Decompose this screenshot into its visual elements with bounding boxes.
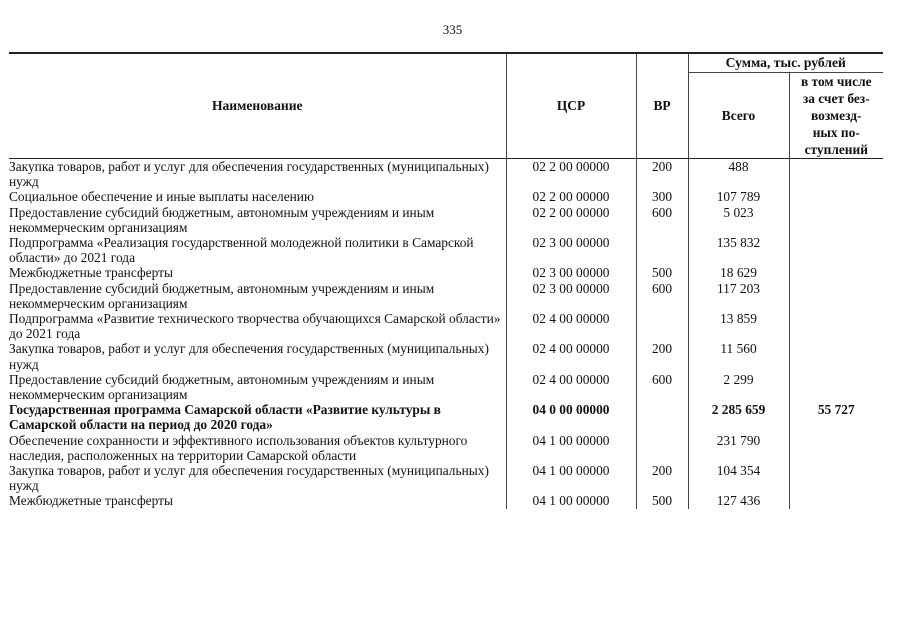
grant-line: возмезд- bbox=[811, 108, 862, 123]
grant-line: ных по- bbox=[812, 125, 860, 140]
row-csr: 04 1 00 00000 bbox=[506, 433, 636, 463]
table-header bbox=[9, 53, 883, 159]
row-name: Предоставление субсидий бюджетным, автономным учреждениям и иным некоммерческим организациям bbox=[9, 205, 506, 235]
row-vr: 200 bbox=[636, 341, 688, 371]
row-csr: 02 2 00 00000 bbox=[506, 189, 636, 204]
table-row bbox=[9, 433, 883, 463]
column-header-sum: Сумма, тыс. рублей bbox=[688, 53, 883, 73]
row-grant bbox=[789, 311, 883, 341]
row-vr: 200 bbox=[636, 159, 688, 190]
row-csr: 02 4 00 00000 bbox=[506, 341, 636, 371]
row-csr: 02 4 00 00000 bbox=[506, 311, 636, 341]
table-row bbox=[9, 189, 883, 204]
row-name: Предоставление субсидий бюджетным, автономным учреждениям и иным некоммерческим организациям bbox=[9, 281, 506, 311]
row-grant bbox=[789, 281, 883, 311]
table-row bbox=[9, 402, 883, 432]
row-vr: 600 bbox=[636, 281, 688, 311]
row-total: 11 560 bbox=[688, 341, 789, 371]
row-vr bbox=[636, 402, 688, 432]
budget-table bbox=[9, 52, 883, 509]
row-total: 117 203 bbox=[688, 281, 789, 311]
row-total: 135 832 bbox=[688, 235, 789, 265]
row-vr bbox=[636, 433, 688, 463]
row-grant bbox=[789, 372, 883, 402]
table-row bbox=[9, 463, 883, 493]
row-csr: 04 0 00 00000 bbox=[506, 402, 636, 432]
row-name: Подпрограмма «Реализация государственной молодежной политики в Самарской области» до 2021 года bbox=[9, 235, 506, 265]
row-vr: 200 bbox=[636, 463, 688, 493]
table-row bbox=[9, 265, 883, 280]
row-name: Подпрограмма «Развитие технического творчества обучающихся Самарской области» до 2021 года bbox=[9, 311, 506, 341]
row-name: Закупка товаров, работ и услуг для обеспечения государственных (муниципальных) нужд bbox=[9, 341, 506, 371]
row-total: 127 436 bbox=[688, 493, 789, 508]
column-header-vr: ВР bbox=[636, 53, 688, 159]
table-row bbox=[9, 311, 883, 341]
row-csr: 02 4 00 00000 bbox=[506, 372, 636, 402]
grant-line: в том числе bbox=[800, 74, 872, 89]
row-grant bbox=[789, 235, 883, 265]
row-name: Межбюджетные трансферты bbox=[9, 265, 506, 280]
table-row bbox=[9, 281, 883, 311]
row-grant bbox=[789, 189, 883, 204]
row-vr: 600 bbox=[636, 372, 688, 402]
row-grant bbox=[789, 265, 883, 280]
row-total: 231 790 bbox=[688, 433, 789, 463]
table-row bbox=[9, 372, 883, 402]
row-csr: 02 3 00 00000 bbox=[506, 265, 636, 280]
column-header-name: Наименование bbox=[9, 53, 506, 159]
row-total: 2 299 bbox=[688, 372, 789, 402]
row-vr bbox=[636, 235, 688, 265]
row-vr: 500 bbox=[636, 265, 688, 280]
row-name: Закупка товаров, работ и услуг для обеспечения государственных (муниципальных) нужд bbox=[9, 463, 506, 493]
column-header-csr: ЦСР bbox=[506, 53, 636, 159]
row-name: Закупка товаров, работ и услуг для обеспечения государственных (муниципальных) нужд bbox=[9, 159, 506, 190]
row-total: 13 859 bbox=[688, 311, 789, 341]
row-name: Предоставление субсидий бюджетным, автономным учреждениям и иным некоммерческим организациям bbox=[9, 372, 506, 402]
row-grant bbox=[789, 341, 883, 371]
row-name: Межбюджетные трансферты bbox=[9, 493, 506, 508]
row-csr: 02 2 00 00000 bbox=[506, 205, 636, 235]
row-csr: 04 1 00 00000 bbox=[506, 493, 636, 508]
table-body bbox=[9, 159, 883, 509]
row-grant bbox=[789, 463, 883, 493]
row-grant bbox=[789, 205, 883, 235]
row-vr: 600 bbox=[636, 205, 688, 235]
row-total: 488 bbox=[688, 159, 789, 190]
page-number: 335 bbox=[442, 22, 463, 37]
table-row bbox=[9, 493, 883, 508]
row-csr: 02 2 00 00000 bbox=[506, 159, 636, 190]
row-name: Государственная программа Самарской области «Развитие культуры в Самарской области на период до 2020 года» bbox=[9, 402, 506, 432]
row-name: Социальное обеспечение и иные выплаты населению bbox=[9, 189, 506, 204]
grant-line: ступлений bbox=[804, 142, 868, 157]
row-name: Обеспечение сохранности и эффективного использования объектов культурного наследия, расположенных на территории Самарской области bbox=[9, 433, 506, 463]
row-total: 18 629 bbox=[688, 265, 789, 280]
table-row bbox=[9, 341, 883, 371]
row-total: 104 354 bbox=[688, 463, 789, 493]
row-csr: 02 3 00 00000 bbox=[506, 281, 636, 311]
row-grant bbox=[789, 433, 883, 463]
row-total: 107 789 bbox=[688, 189, 789, 204]
table-row bbox=[9, 159, 883, 190]
row-csr: 02 3 00 00000 bbox=[506, 235, 636, 265]
column-header-total: Всего bbox=[688, 73, 789, 159]
table-row bbox=[9, 235, 883, 265]
row-vr bbox=[636, 311, 688, 341]
column-header-grant bbox=[789, 73, 883, 159]
row-vr: 500 bbox=[636, 493, 688, 508]
row-grant bbox=[789, 493, 883, 508]
row-csr: 04 1 00 00000 bbox=[506, 463, 636, 493]
row-grant: 55 727 bbox=[817, 402, 855, 418]
table-row bbox=[9, 205, 883, 235]
row-total: 5 023 bbox=[688, 205, 789, 235]
grant-line: за счет без- bbox=[802, 91, 870, 106]
row-vr: 300 bbox=[636, 189, 688, 204]
row-grant bbox=[789, 159, 883, 190]
row-total: 2 285 659 bbox=[688, 402, 789, 432]
